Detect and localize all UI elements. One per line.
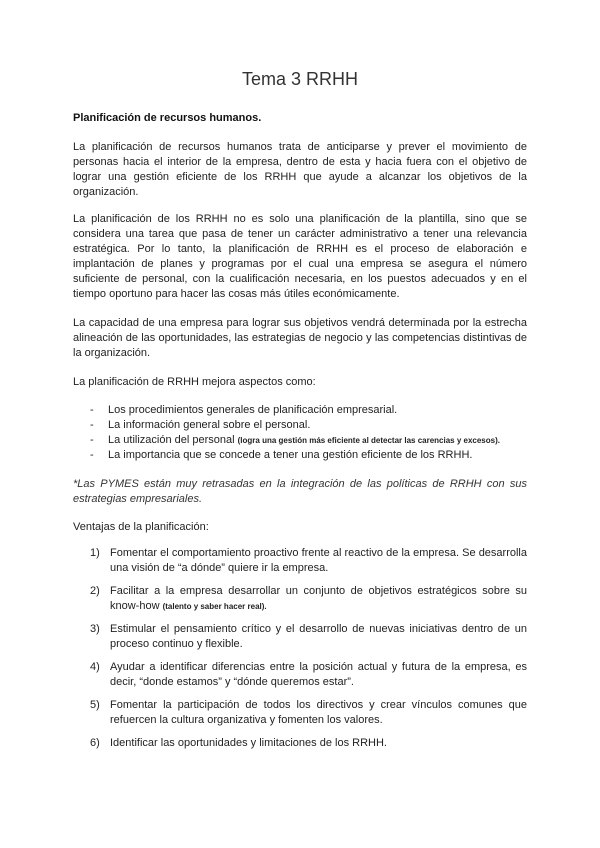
bullet-text: La importancia que se concede a tener una gestión eficiente de los RRHH. <box>108 449 473 461</box>
bullet-dash: - <box>90 449 94 461</box>
list-item <box>90 448 530 463</box>
list-item <box>90 622 527 652</box>
bullet-dash: - <box>90 434 94 446</box>
item-note: (talento y saber hacer real). <box>162 602 267 611</box>
list-item <box>90 418 530 433</box>
item-text: Identificar las oportunidades y limitaciones de los RRHH. <box>110 737 387 749</box>
bullet-text: Los procedimientos generales de planificación empresarial. <box>108 404 398 416</box>
section-heading: Planificación de recursos humanos. <box>73 112 262 124</box>
item-text: Fomentar el comportamiento proactivo frente al reactivo de la empresa. Se desarrolla una visión de “a dónde” quiere ir la empresa. <box>110 547 527 574</box>
list-item <box>90 433 530 448</box>
list-item <box>90 660 527 690</box>
list-item <box>90 698 527 728</box>
list-item <box>90 403 530 418</box>
pymes-note: *Las PYMES están muy retrasadas en la integración de las políticas de RRHH con sus estrategias empresariales. <box>73 478 527 505</box>
paragraph-strategic: La planificación de los RRHH no es solo una planificación de la plantilla, sino que se considera una tarea que pasa de tener un carácter administrativo a tener una relevancia estratégica. Por lo tanto, la planificación de RRHH es el proceso de elaboración e implantación de planes y programas por el cual una empresa se asegura el número suficiente de personal, con la cualificación necesaria, en los puestos adecuados y en el tiempo oportuno para hacer las cosas más útiles económicamente. <box>73 213 527 300</box>
item-number: 4) <box>90 661 100 673</box>
item-number: 3) <box>90 623 100 635</box>
item-text: Fomentar la participación de todos los directivos y crear vínculos comunes que refuercen la cultura organizativa y fomenten los valores. <box>110 699 527 726</box>
item-number: 6) <box>90 737 100 749</box>
item-text: Ayudar a identificar diferencias entre la posición actual y futura de la empresa, es decir, “donde estamos” y “dónde queremos estar”. <box>110 661 527 688</box>
list-item <box>90 546 527 576</box>
list-item <box>90 736 527 751</box>
bullet-text: La utilización del personal <box>108 434 238 446</box>
bullet-text: La información general sobre el personal. <box>108 419 311 431</box>
advantages-intro: Ventajas de la planificación: <box>73 521 209 533</box>
bullet-dash: - <box>90 404 94 416</box>
bullet-note: (logra una gestión más eficiente al detectar las carencias y excesos). <box>237 436 500 445</box>
item-number: 2) <box>90 585 100 597</box>
item-text: Facilitar a la empresa desarrollar un conjunto de objetivos estratégicos sobre su know-how <box>110 585 527 612</box>
list-item <box>90 584 527 614</box>
paragraph-capacity: La capacidad de una empresa para lograr sus objetivos vendrá determinada por la estrecha alineación de las oportunidades, las estrategias de negocio y las competencias distintivas de la organización. <box>73 317 527 359</box>
page-title: Tema 3 RRHH <box>241 69 359 89</box>
bullet-list <box>90 403 530 463</box>
item-number: 5) <box>90 699 100 711</box>
improves-intro: La planificación de RRHH mejora aspectos como: <box>73 376 316 388</box>
item-text-wrap <box>110 584 527 614</box>
paragraph-intro: La planificación de recursos humanos trata de anticiparse y prever el movimiento de personas hacia el interior de la empresa, dentro de esta y hacia fuera con el objetivo de lograr una gestión eficiente de los RRHH que ayude a alcanzar los objetivos de la organización. <box>73 141 527 198</box>
item-text: Estimular el pensamiento crítico y el desarrollo de nuevas iniciativas dentro de un proceso continuo y flexible. <box>110 623 527 650</box>
item-number: 1) <box>90 547 100 559</box>
bullet-dash: - <box>90 419 94 431</box>
